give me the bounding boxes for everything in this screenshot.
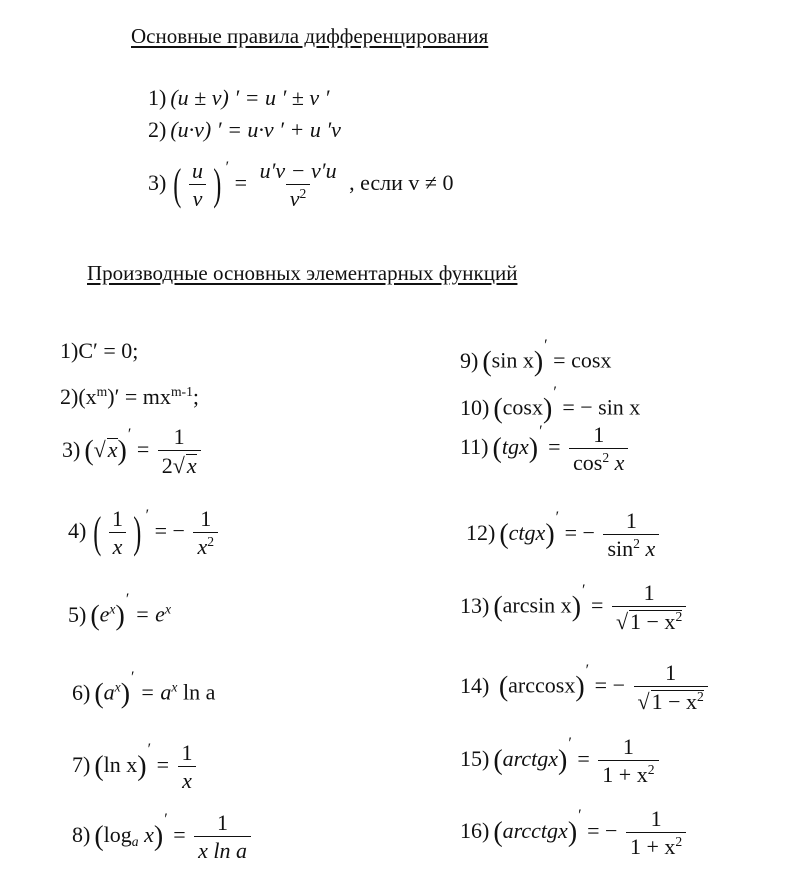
formula-power: $2)(x^m)' = mx^{m-1}$; <box>60 383 200 409</box>
formula-log: 8) ($\log_a$ x)′ = $\frac{1}{\text{x ln a}}$ <box>72 812 254 862</box>
formula-cos: 10) (cosx)′ = − sin x <box>460 384 641 425</box>
formula-arccos: 14) (arccosx)′ = − $\frac{1}{√1 - x^2}$ <box>460 662 711 713</box>
formula-ctg: 12) (ctgx)′ = − $\frac{1}{\sin^2 x}$ <box>466 510 662 560</box>
rule-product: 2) (u·v) ′ = u·v ′ + u ′v <box>148 117 341 142</box>
formula-tg: 11) (tgx)′ = $\frac{1}{\cos^2 x}$ <box>460 424 631 474</box>
formula-sqrt: 3) (√x)′ = $\frac{1}{2√x}$ <box>62 426 204 477</box>
formula-arcctg: 16) (arcctgx)′ = − $\frac{1}{1 + x^2}$ <box>460 808 689 858</box>
rule-quotient: 3) ( $\frac{u}{v}$ ) ′ = $\frac{u'v - v'u}{v^2}$ , если v ≠ 0 <box>148 158 454 211</box>
formula-ln: 7) (ln x)′ = $\frac{1}{x}$ <box>72 742 200 792</box>
formula-sin: 9) (sin x)′ = cosx <box>460 337 612 378</box>
formula-reciprocal: 4) ( $\frac{1}{x}$ ) ′ = − $\frac{1}{x^2}$ <box>68 508 221 558</box>
heading-elementary-derivatives: Производные основных элементарных функций <box>87 261 518 285</box>
formula-arctg: 15) (arctgx)′ = $\frac{1}{1 + x^2}$ <box>460 736 662 786</box>
formula-exp: 5) $(e^x)' = e^x$ <box>68 591 171 632</box>
formula-constant: 1)C′ = 0; <box>60 338 139 363</box>
formula-arcsin: 13) (arcsin x)′ = $\frac{1}{√1 - x^2}$ <box>460 582 689 633</box>
formula-exp-base-a: 6) $(a^x)' = a^x$ ln a <box>72 669 216 710</box>
heading-differentiation-rules: Основные правила дифференцирования <box>131 24 489 48</box>
rule-sum: 1) (u ± v) ′ = u ′ ± v ′ <box>148 85 330 110</box>
